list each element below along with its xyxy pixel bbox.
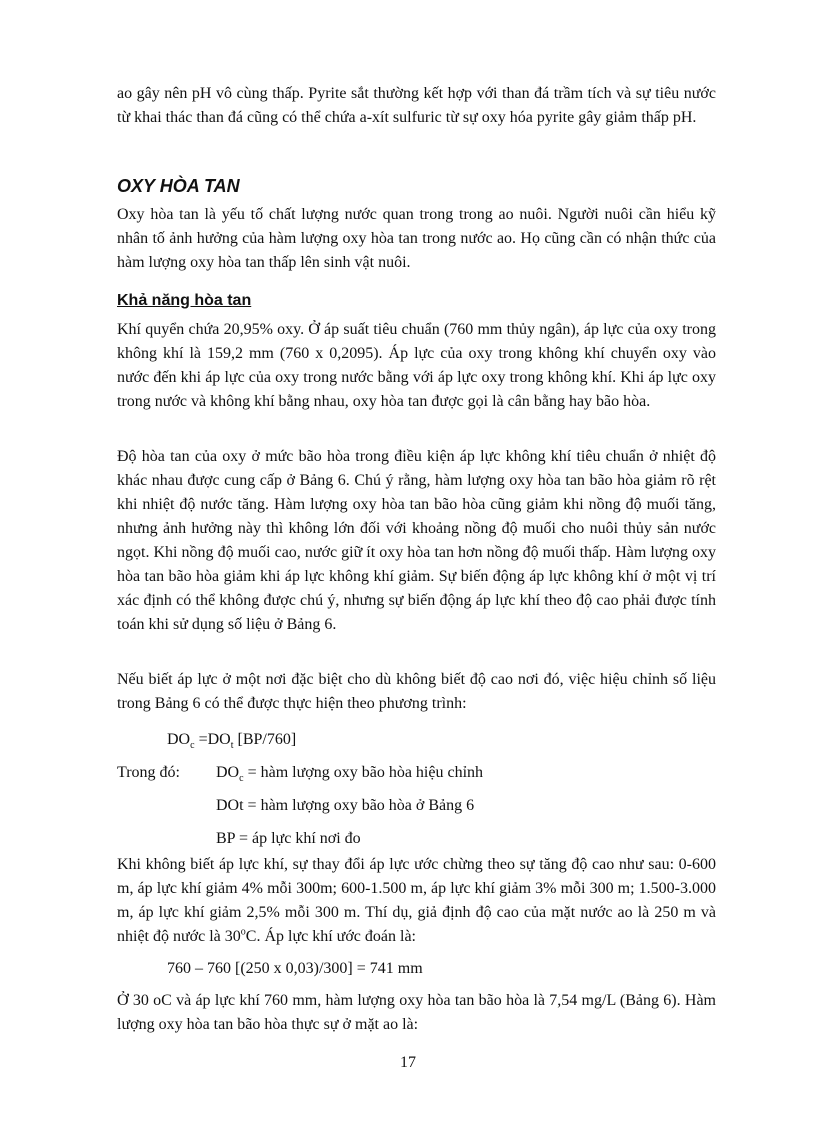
section-heading: OXY HÒA TAN [117,176,240,196]
equation-lhs: DO [167,731,191,748]
altitude-text: Khi không biết áp lực khí, sự thay đổi áp lực ước chừng theo sự tăng độ cao như sau: 0-600 m, áp lực khí giảm 4% mỗi 300m; 600-1.500 m, áp lực khí giảm 3% mỗi 300 m; 1.500-3.000 m, áp lực khí giảm 2,5% mỗi 300 m. Thí dụ, giả định độ cao của mặt nước ao là 250 m và nhiệt độ nước là 30 [117,856,716,945]
definition-doc-prefix: DO [216,764,240,781]
equation-lhs-sub: c [190,740,195,752]
definition-doc-rest: = hàm lượng oxy bão hòa hiệu chỉnh [243,764,484,781]
equation-mid: =DO [194,731,231,748]
equation-rhs: [BP/760] [233,731,297,748]
correction-paragraph: Nếu biết áp lực ở một nơi đặc biệt cho dù không biết độ cao nơi đó, việc hiệu chỉnh số liệu trong Bảng 6 có thể được thực hiện theo phương trình: [117,671,716,712]
calculation: 760 – 760 [(250 x 0,03)/300] = 741 mm [167,960,423,977]
saturation-paragraph: Độ hòa tan của oxy ở mức bão hòa trong điều kiện áp lực không khí tiêu chuẩn ở nhiệt độ khác nhau được cung cấp ở Bảng 6. Chú ý rằng, hàm lượng oxy hòa tan bão hòa giảm rõ rệt khi nhiệt độ nước tăng. Hàm lượng oxy hòa tan bão hòa cũng giảm khi nồng độ muối tăng, nhưng ảnh hưởng này thì không lớn đối với khoảng nồng độ muối cho nuôi thủy sản nước ngọt. Khi nồng độ muối cao, nước giữ ít oxy hòa tan hơn nồng độ muối thấp. Hàm lượng oxy hòa tan bão hòa giảm khi áp lực không khí giảm. Sự biến động áp lực không khí ở một vị trí xác định có thể không được chú ý, nhưng sự biến động áp lực khí theo độ cao phải được tính toán khi sử dụng số liệu ở Bảng 6. [117,448,716,633]
solubility-paragraph: Khí quyển chứa 20,95% oxy. Ở áp suất tiêu chuẩn (760 mm thủy ngân), áp lực của oxy trong không khí là 159,2 mm (760 x 0,2095). Áp lực của oxy trong không khí chuyển oxy vào nước đến khi áp lực của oxy trong nước bằng với áp lực oxy trong không khí. Khi áp lực oxy trong nước và không khí bằng nhau, oxy hòa tan được gọi là cân bằng hay bão hòa. [117,321,716,410]
definition-doc [216,761,483,785]
equation [167,728,296,752]
altitude-tail: C. Áp lực khí ước đoán là: [245,928,416,945]
definition-bp: BP = áp lực khí nơi đo [216,830,361,847]
definition-doc-sub: c [239,773,244,785]
equation-mid-sub: t [230,740,234,752]
intro-paragraph: ao gây nên pH vô cùng thấp. Pyrite sắt thường kết hợp với than đá trầm tích và sự tiêu nước từ khai thác than đá cũng có thể chứa a-xít sulfuric từ sự oxy hóa pyrite gây giảm thấp pH. [117,85,716,126]
degree-sup: o [240,926,246,938]
subheading: Khả năng hòa tan [117,292,252,309]
page-number: 17 [400,1054,416,1071]
altitude-paragraph [117,853,716,949]
definitions-label: Trong đó: [117,764,180,781]
section-paragraph: Oxy hòa tan là yếu tố chất lượng nước quan trong trong ao nuôi. Người nuôi cần hiểu kỹ nhân tố ảnh hưởng của hàm lượng oxy hòa tan trong nước ao. Họ cũng cần có nhận thức của hàm lượng oxy hòa tan thấp lên sinh vật nuôi. [117,206,716,271]
result-paragraph: Ở 30 oC và áp lực khí 760 mm, hàm lượng oxy hòa tan bão hòa là 7,54 mg/L (Bảng 6). Hàm lượng oxy hòa tan bão hòa thực sự ở mặt ao là: [117,992,716,1033]
definition-dot: DOt = hàm lượng oxy bão hòa ở Bảng 6 [216,797,475,814]
